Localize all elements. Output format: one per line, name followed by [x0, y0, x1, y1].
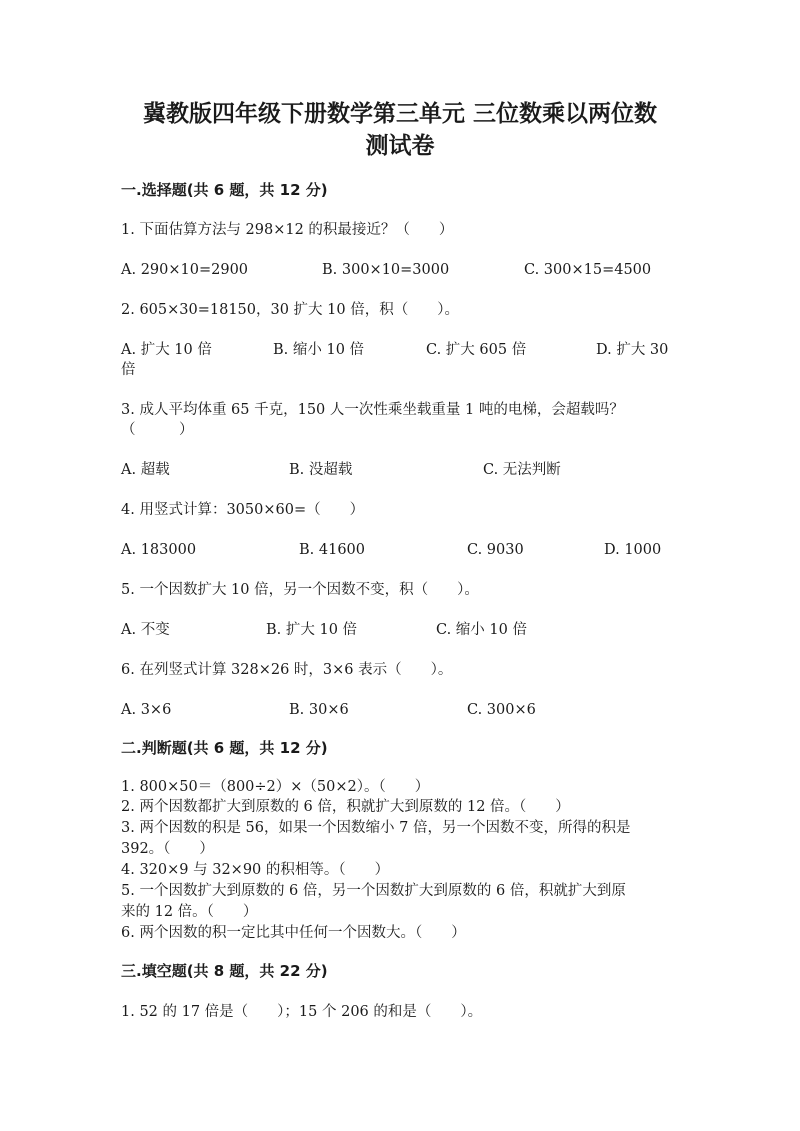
fill-line: 1. 52 的 17 倍是（ ）；15 个 206 的和是（ ）。: [121, 1004, 483, 1020]
judge-line: 4. 320×9 与 32×90 的积相等。（ ）: [121, 862, 390, 878]
section-heading-choice: 一.选择题(共 6 题，共 12 分): [121, 181, 328, 199]
question-text: 6. 在列竖式计算 328×26 时，3×6 表示（ ）。: [121, 662, 453, 678]
option-d: D. 扩大 30: [596, 342, 669, 358]
option-b: B. 300×10=3000: [322, 262, 450, 278]
judge-line: 5. 一个因数扩大到原数的 6 倍，另一个因数扩大到原数的 6 倍，积就扩大到原: [121, 883, 626, 899]
judge-line: 来的 12 倍。（ ）: [121, 904, 258, 920]
judge-line: 1. 800×50＝（800÷2）×（50×2）。（ ）: [121, 779, 430, 795]
option-c: C. 无法判断: [483, 462, 561, 478]
judge-line: 2. 两个因数都扩大到原数的 6 倍，积就扩大到原数的 12 倍。（ ）: [121, 799, 570, 815]
option-d-wrap: 倍: [121, 362, 136, 378]
option-b: B. 30×6: [289, 702, 349, 718]
question-text-line2: （ ）: [121, 422, 194, 438]
section-heading-judge: 二.判断题(共 6 题，共 12 分): [121, 739, 328, 757]
judge-line: 6. 两个因数的积一定比其中任何一个因数大。（ ）: [121, 925, 466, 941]
option-c: C. 扩大 605 倍: [426, 342, 527, 358]
option-a: A. 3×6: [121, 702, 172, 718]
option-d: D. 1000: [604, 542, 662, 558]
option-b: B. 41600: [299, 542, 366, 558]
option-c: C. 缩小 10 倍: [436, 622, 527, 638]
option-b: B. 扩大 10 倍: [266, 622, 358, 638]
option-b: B. 缩小 10 倍: [273, 342, 365, 358]
question-text: 3. 成人平均体重 65 千克，150 人一次性乘坐载重量 1 吨的电梯，会超载吗？: [121, 402, 624, 418]
section-heading-fill: 三.填空题(共 8 题，共 22 分): [121, 962, 328, 980]
judge-line: 3. 两个因数的积是 56，如果一个因数缩小 7 倍，另一个因数不变，所得的积是: [121, 820, 631, 836]
option-a: A. 不变: [121, 622, 170, 638]
option-a: A. 183000: [121, 542, 197, 558]
option-c: C. 300×15=4500: [524, 262, 652, 278]
option-a: A. 扩大 10 倍: [121, 342, 212, 358]
question-text: 1. 下面估算方法与 298×12 的积最接近？（ ）: [121, 222, 454, 238]
question-text: 5. 一个因数扩大 10 倍，另一个因数不变，积（ ）。: [121, 582, 479, 598]
question-text: 4. 用竖式计算：3050×60=（ ）: [121, 502, 365, 518]
option-a: A. 290×10=2900: [121, 262, 249, 278]
page-title-line2: 测试卷: [365, 133, 435, 159]
judge-line: 392。（ ）: [121, 841, 214, 857]
option-a: A. 超载: [121, 462, 170, 478]
option-c: C. 9030: [467, 542, 524, 558]
option-b: B. 没超载: [289, 462, 353, 478]
question-text: 2. 605×30=18150，30 扩大 10 倍，积（ ）。: [121, 302, 459, 318]
option-c: C. 300×6: [467, 702, 536, 718]
page-title: 冀教版四年级下册数学第三单元 三位数乘以两位数: [142, 101, 657, 127]
